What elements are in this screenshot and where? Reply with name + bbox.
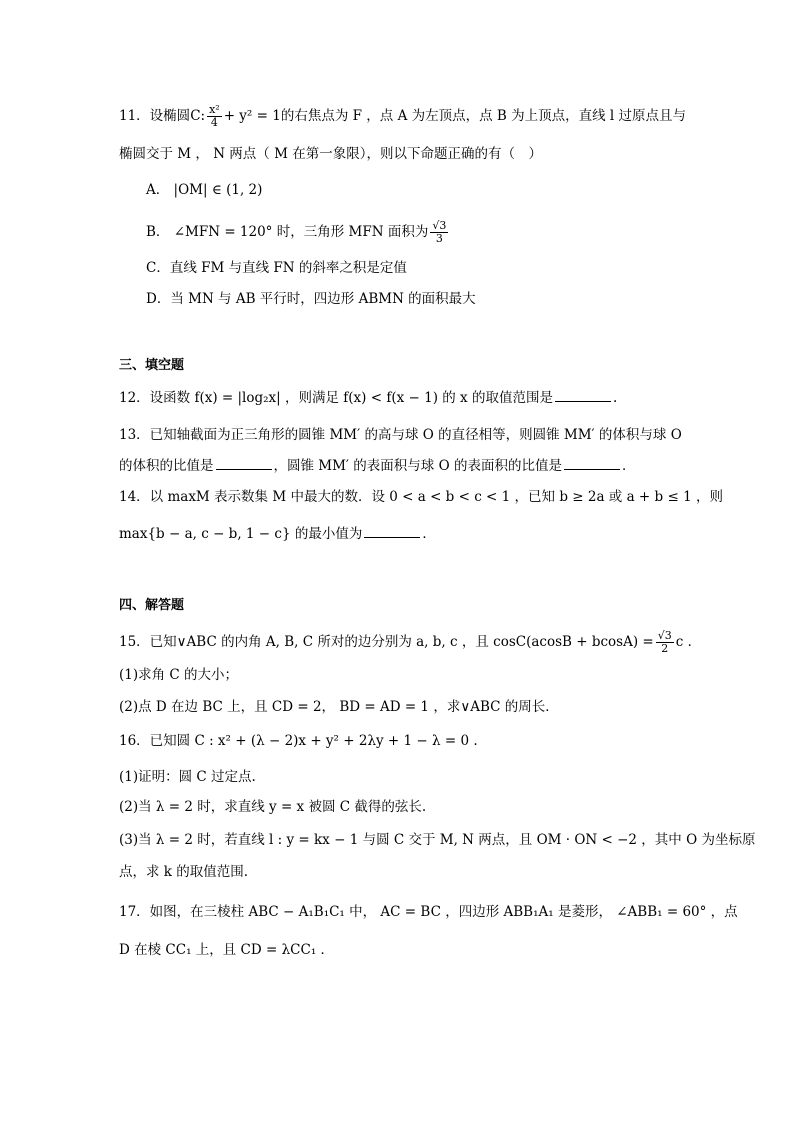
q15-text: 15．已知∨ABC 的内角 A, B, C 所对的边分别为 a, b, c ，且 cosC(acosB + bcosA) = xyxy=(119,634,654,650)
q13-line-2 xyxy=(119,455,635,476)
q11-option-a: A． |OM| ∈ (1, 2) xyxy=(146,182,263,198)
section-3-heading: 三、填空题 xyxy=(119,358,185,373)
q16-part-2: (2)当 λ = 2 时，求直线 y = x 被圆 C 截得的弦长. xyxy=(119,799,427,815)
q11-ellipse-fraction xyxy=(207,104,222,129)
q13-line-1: 13．已知轴截面为正三角形的圆锥 MM′ 的高与球 O 的直径相等，则圆锥 MM′ 的体积与球 O xyxy=(119,427,682,443)
q17-line-1: 17．如图，在三棱柱 ABC − A₁B₁C₁ 中， AC = BC ，四边形 ABB₁A₁ 是菱形， ∠ABB₁ = 60° ，点 xyxy=(119,904,738,920)
q15-text-end: c ． xyxy=(675,634,702,650)
q11-text-rest: 的右焦点为 F ，点 A 为左顶点，点 B 为上顶点，直线 l 过原点且与 xyxy=(280,108,687,124)
q15-line-1 xyxy=(119,630,701,655)
q15-denominator: 2 xyxy=(661,642,669,655)
q16-part-3-line-1: (3)当 λ = 2 时，若直线 l : y = kx − 1 与圆 C 交于 M, N 两点，且 OM · ON < −2 ，其中 O 为坐标原 xyxy=(119,832,756,848)
q11-ellipse-numerator: x² xyxy=(209,103,220,116)
q13-text-b: ，圆锥 MM′ 的表面积与球 O 的表面积的比值是 xyxy=(273,458,562,474)
q11-option-b-text: B． ∠MFN = 120° 时，三角形 MFN 面积为 xyxy=(146,224,429,240)
q11-option-b-fraction xyxy=(430,220,448,245)
q11-ellipse-prefix: C: xyxy=(190,108,206,124)
q17-line-2: D 在棱 CC₁ 上，且 CD = λCC₁ ． xyxy=(119,942,335,958)
q16-part-3-line-2: 点，求 k 的取值范围. xyxy=(119,864,249,880)
q11-option-b-numerator: √3 xyxy=(432,219,447,232)
q16-part-1: (1)证明：圆 C 过定点. xyxy=(119,769,256,785)
q14-line-2 xyxy=(119,523,436,544)
q11-ellipse-denominator: 4 xyxy=(210,116,218,129)
q13-end: ． xyxy=(621,458,636,474)
q13-answer-blank-1 xyxy=(216,455,272,470)
section-4-heading: 四、解答题 xyxy=(119,598,185,613)
q15-part-2: (2)点 D 在边 BC 上，且 CD = 2， BD = AD = 1 ，求∨ABC 的周长． xyxy=(119,699,559,715)
q11-option-b xyxy=(146,220,450,245)
q12 xyxy=(119,387,617,408)
q11-line-1 xyxy=(119,104,686,129)
q11-ellipse-suffix: + y² = 1 xyxy=(223,108,281,124)
q13-text-a: 的体积的比值是 xyxy=(119,458,214,474)
q16-line-1: 16．已知圆 C : x² + (λ − 2)x + y² + 2λy + 1 − λ = 0 . xyxy=(119,733,478,749)
q11-option-b-denominator: 3 xyxy=(435,232,443,245)
q13-answer-blank-2 xyxy=(564,455,620,470)
q14-text: max{b − a, c − b, 1 − c} 的最小值为 xyxy=(119,526,363,542)
q12-text: 12．设函数 f(x) = |log₂x| ，则满足 f(x) < f(x − 1) 的 x 的取值范围是 xyxy=(119,390,553,406)
q14-end: ． xyxy=(422,526,436,542)
q14-line-1: 14．以 maxM 表示数集 M 中最大的数．设 0 < a < b < c < 1 ，已知 b ≥ 2a 或 a + b ≤ 1 ，则 xyxy=(119,489,723,505)
q14-answer-blank xyxy=(364,523,420,538)
q11-intro: 11．设椭圆 xyxy=(119,108,191,124)
q15-numerator: √3 xyxy=(657,629,672,642)
q12-end: . xyxy=(612,390,618,406)
q12-answer-blank xyxy=(555,387,611,402)
q11-option-d: D．当 MN 与 AB 平行时，四边形 ABMN 的面积最大 xyxy=(146,291,476,307)
q15-part-1: (1)求角 C 的大小； xyxy=(119,667,239,683)
q11-option-c: C．直线 FM 与直线 FN 的斜率之积是定值 xyxy=(146,260,407,276)
q11-line-2: 椭圆交于 M ， N 两点（ M 在第一象限），则以下命题正确的有（ ） xyxy=(119,146,542,162)
q15-fraction xyxy=(656,630,674,655)
